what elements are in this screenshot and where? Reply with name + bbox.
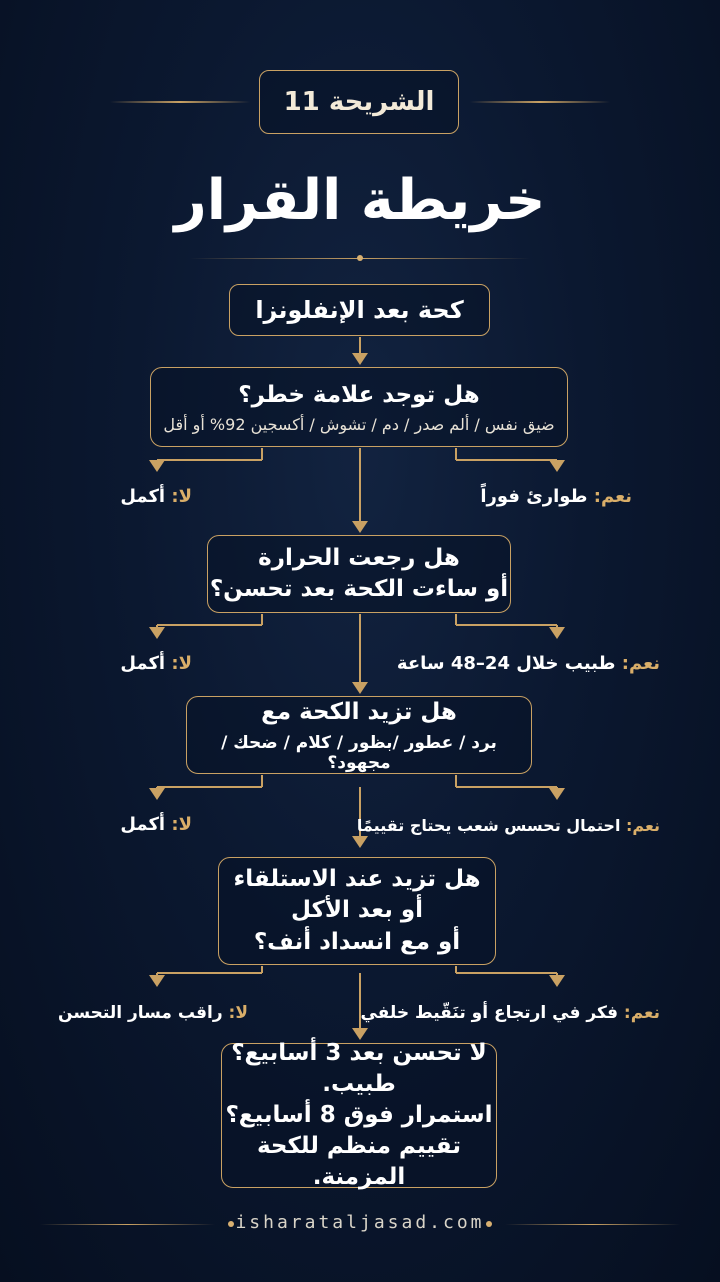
title-underline-dot	[357, 255, 363, 261]
question-1-detail: ضيق نفس / ألم صدر / دم / تشوش / أكسجين 92% أو أقل	[163, 415, 555, 435]
branch-yes-2-arrow	[549, 627, 565, 639]
final-line-1: لا تحسن بعد 3 أسابيع؟	[231, 1039, 487, 1066]
no-label: لا:	[228, 1003, 248, 1023]
answer-no-3	[120, 814, 192, 835]
yes-label: نعم:	[621, 653, 660, 674]
branch-no-4-arrow	[149, 975, 165, 987]
answer-no-2	[120, 653, 192, 674]
yes-label: نعم:	[623, 1003, 660, 1023]
question-1-title: هل توجد علامة خطر؟	[238, 381, 480, 408]
final-box	[221, 1039, 497, 1191]
question-2-title: هل رجعت الحرارة	[258, 544, 460, 571]
footer-site: isharataljasad.com	[235, 1212, 485, 1233]
connector-2-arrow	[352, 682, 368, 694]
page-title: خريطة القرار	[174, 168, 546, 233]
no-label: لا:	[171, 814, 192, 835]
branch-no-3-arrow	[149, 788, 165, 800]
no-text: أكمل	[120, 814, 166, 835]
question-box-3	[186, 696, 532, 774]
yes-label: نعم:	[626, 816, 660, 835]
final-line-4: تقييم منظم للكحة المزمنة.	[256, 1133, 461, 1191]
connector-1-arrow	[352, 521, 368, 533]
no-text: أكمل	[120, 486, 166, 507]
no-label: لا:	[171, 486, 192, 507]
branch-no-1-arrow	[149, 460, 165, 472]
answer-no-4	[58, 1003, 248, 1023]
question-4-detail-1: أو بعد الأكل	[291, 897, 424, 924]
question-2-detail: أو ساءت الكحة بعد تحسن؟	[209, 576, 509, 602]
answer-yes-4	[360, 1003, 660, 1023]
no-text: أكمل	[120, 653, 166, 674]
question-box-2	[207, 535, 511, 613]
no-text: راقب مسار التحسن	[58, 1003, 223, 1023]
final-line-3: استمرار فوق 8 أسابيع؟	[225, 1101, 493, 1128]
question-box-4	[218, 857, 496, 965]
footer-right-line	[505, 1224, 680, 1225]
start-box	[229, 284, 490, 336]
question-3-title: هل تزيد الكحة مع	[261, 699, 457, 726]
header-right-line	[470, 101, 610, 103]
connector-3-arrow	[352, 836, 368, 848]
question-box-1	[150, 367, 568, 447]
answer-no-1	[120, 486, 192, 507]
header-left-line	[110, 101, 250, 103]
branch-yes-4-arrow	[549, 975, 565, 987]
slide-number-label: الشريحة 11	[283, 87, 435, 117]
connector-start-arrow	[352, 353, 368, 365]
branch-no-2-arrow	[149, 627, 165, 639]
yes-text: احتمال تحسس شعب يحتاج تقييمًا	[356, 816, 621, 835]
answer-yes-1	[480, 486, 632, 507]
no-label: لا:	[171, 653, 192, 674]
answer-yes-2	[397, 653, 660, 674]
final-line-2: طبيب.	[322, 1070, 396, 1097]
yes-text: فكر في ارتجاع أو تنَقّيط خلفي	[360, 1003, 618, 1023]
branch-yes-3-arrow	[549, 788, 565, 800]
answer-yes-3	[357, 816, 660, 835]
question-4-detail-2: أو مع انسداد أنف؟	[253, 928, 461, 955]
yes-text: طوارئ فوراً	[480, 486, 588, 507]
yes-text: طبيب خلال 24–48 ساعة	[396, 653, 616, 674]
branch-yes-1-arrow	[549, 460, 565, 472]
question-4-title: هل تزيد عند الاستلقاء	[233, 866, 481, 893]
question-3-detail: برد / عطور /بظور / كلام / ضحك / مجهود؟	[221, 732, 497, 773]
start-label: كحة بعد الإنفلونزا	[255, 295, 464, 324]
yes-label: نعم:	[593, 486, 632, 507]
footer-right-dot	[486, 1221, 492, 1227]
slide-number-badge	[259, 70, 459, 134]
